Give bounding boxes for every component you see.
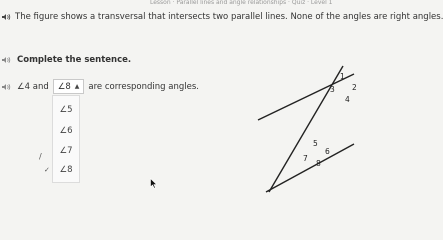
instruction-row [2, 55, 131, 65]
dropdown-option[interactable]: ∠7 [59, 146, 73, 156]
speaker-icon[interactable] [2, 56, 11, 64]
angle-label-3: 3 [330, 85, 335, 94]
dropdown-option[interactable]: ∠6 [59, 126, 73, 136]
caret-up-icon: ▲ [74, 83, 80, 90]
angle-label-5: 5 [313, 139, 318, 148]
dropdown-option[interactable]: ∠5 [59, 105, 73, 115]
transversal-figure [258, 66, 357, 192]
parallel-line-bottom [266, 144, 354, 192]
breadcrumb: Lesson · Parallel lines and angle relationships · Quiz · Level 1 [150, 0, 333, 6]
angle-label-4: 4 [345, 95, 350, 104]
dropdown-selected-value: ∠8 [57, 81, 71, 92]
instruction-text: Complete the sentence. [17, 55, 132, 65]
dropdown-option-selected[interactable]: ✓ ∠8 [44, 165, 73, 175]
angle-dropdown[interactable] [53, 79, 85, 94]
problem-statement [2, 12, 443, 22]
angle-label-7: 7 [303, 154, 308, 163]
check-icon: ✓ [44, 166, 50, 174]
sentence-prefix: ∠4 and [17, 81, 49, 92]
angle-label-6: 6 [325, 147, 330, 156]
dropdown-menu [44, 95, 80, 183]
speaker-icon[interactable] [2, 13, 11, 21]
angle-label-2: 2 [352, 83, 357, 92]
angle-label-1: 1 [340, 72, 345, 81]
angle-label-8: 8 [316, 159, 321, 168]
sentence-row [2, 79, 199, 94]
problem-text: The figure shows a transversal that intersects two parallel lines. None of the angles are right angles. [15, 12, 443, 22]
text-cursor-icon: / [39, 152, 42, 161]
sentence-suffix: are corresponding angles. [88, 81, 199, 92]
speaker-icon[interactable] [2, 83, 11, 91]
cursor-arrow-icon [150, 178, 158, 189]
